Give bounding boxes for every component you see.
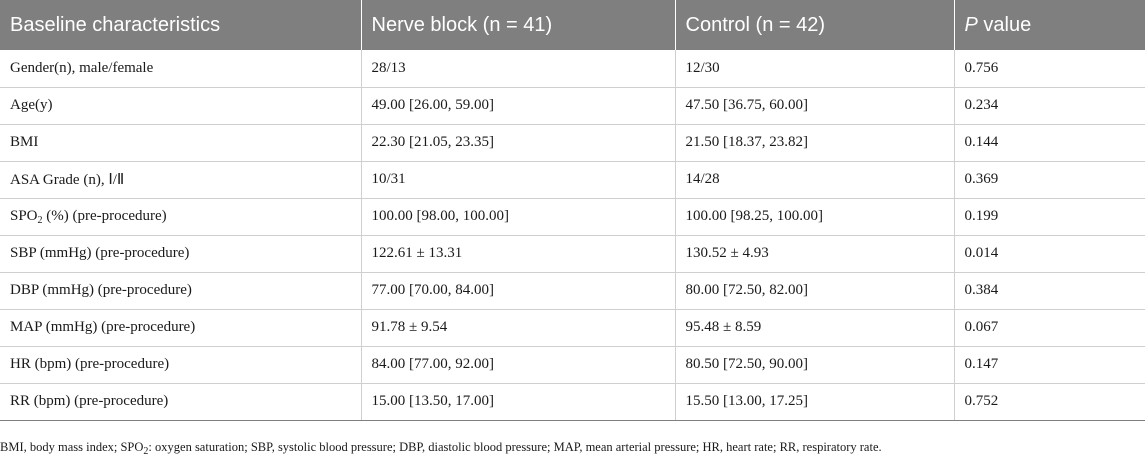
p-value: 0.756 [954, 50, 1145, 87]
row-label-rest: (%) (pre-procedure) [42, 208, 167, 224]
table-row [0, 346, 1145, 383]
table-body [0, 50, 1145, 420]
p-value: 0.369 [954, 161, 1145, 198]
row-label: Gender(n), male/female [0, 50, 361, 87]
nerve-block-value: 22.30 [21.05, 23.35] [361, 124, 675, 161]
table-row [0, 309, 1145, 346]
table-row [0, 198, 1145, 235]
row-label-main: SPO [10, 208, 38, 224]
row-label: HR (bpm) (pre-procedure) [0, 346, 361, 383]
header-baseline-characteristics: Baseline characteristics [0, 0, 361, 50]
p-value: 0.384 [954, 272, 1145, 309]
nerve-block-value: 77.00 [70.00, 84.00] [361, 272, 675, 309]
table-row [0, 50, 1145, 87]
control-value: 47.50 [36.75, 60.00] [675, 87, 954, 124]
p-value: 0.014 [954, 235, 1145, 272]
control-value: 130.52 ± 4.93 [675, 235, 954, 272]
nerve-block-value: 100.00 [98.00, 100.00] [361, 198, 675, 235]
table-row [0, 161, 1145, 198]
header-nerve-block: Nerve block (n = 41) [361, 0, 675, 50]
nerve-block-value: 84.00 [77.00, 92.00] [361, 346, 675, 383]
nerve-block-value: 10/31 [361, 161, 675, 198]
p-value: 0.752 [954, 383, 1145, 420]
control-value: 100.00 [98.25, 100.00] [675, 198, 954, 235]
table-row [0, 383, 1145, 420]
control-value: 12/30 [675, 50, 954, 87]
p-value: 0.067 [954, 309, 1145, 346]
row-label: ASA Grade (n), Ⅰ/Ⅱ [0, 161, 361, 198]
p-value: 0.144 [954, 124, 1145, 161]
footnote-subscript: 2 [143, 446, 149, 457]
control-value: 14/28 [675, 161, 954, 198]
table-header [0, 0, 1145, 50]
table-row [0, 124, 1145, 161]
control-value: 80.50 [72.50, 90.00] [675, 346, 954, 383]
p-value: 0.147 [954, 346, 1145, 383]
control-value: 95.48 ± 8.59 [675, 309, 954, 346]
header-p-value [954, 0, 1145, 50]
control-value: 80.00 [72.50, 82.00] [675, 272, 954, 309]
nerve-block-value: 91.78 ± 9.54 [361, 309, 675, 346]
footnote-part-1: BMI, body mass index; SPO [0, 440, 144, 454]
header-control: Control (n = 42) [675, 0, 954, 50]
nerve-block-value: 15.00 [13.50, 17.00] [361, 383, 675, 420]
control-value: 15.50 [13.00, 17.25] [675, 383, 954, 420]
nerve-block-value: 122.61 ± 13.31 [361, 235, 675, 272]
header-row [0, 0, 1145, 50]
row-label: RR (bpm) (pre-procedure) [0, 383, 361, 420]
header-p-letter: P [964, 13, 978, 36]
row-label: BMI [0, 124, 361, 161]
table-footnote [0, 440, 882, 455]
nerve-block-value: 28/13 [361, 50, 675, 87]
nerve-block-value: 49.00 [26.00, 59.00] [361, 87, 675, 124]
row-label [0, 198, 361, 235]
footnote-part-2: : oxygen saturation; SBP, systolic blood pressure; DBP, diastolic blood pressure; MAP, mean arterial pressure; HR, heart rate; RR, respiratory rate. [148, 440, 882, 454]
p-value: 0.199 [954, 198, 1145, 235]
row-label: MAP (mmHg) (pre-procedure) [0, 309, 361, 346]
table-row [0, 87, 1145, 124]
row-label: SBP (mmHg) (pre-procedure) [0, 235, 361, 272]
control-value: 21.50 [18.37, 23.82] [675, 124, 954, 161]
row-label-subscript: 2 [37, 215, 43, 226]
p-value: 0.234 [954, 87, 1145, 124]
table-row [0, 272, 1145, 309]
row-label: DBP (mmHg) (pre-procedure) [0, 272, 361, 309]
row-label: Age(y) [0, 87, 361, 124]
table-row [0, 235, 1145, 272]
header-value-word: value [977, 13, 1032, 36]
